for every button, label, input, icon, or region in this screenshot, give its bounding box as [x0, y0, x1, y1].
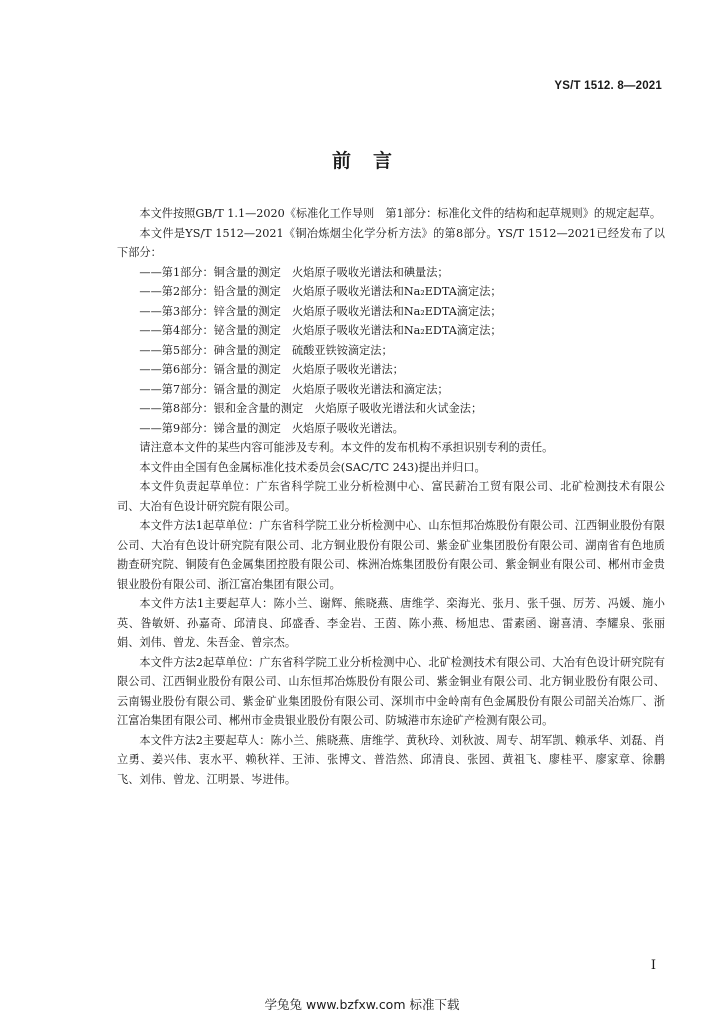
list-item: ——第8部分：银和金含量的测定 火焰原子吸收光谱法和火试金法； [139, 402, 483, 415]
list-item: ——第2部分：铅含量的测定 火焰原子吸收光谱法和Na₂EDTA滴定法； [139, 285, 502, 298]
list-item: ——第4部分：铋含量的测定 火焰原子吸收光谱法和Na₂EDTA滴定法； [139, 324, 502, 337]
list-item: ——第3部分：锌含量的测定 火焰原子吸收光谱法和Na₂EDTA滴定法； [139, 304, 502, 318]
method2-units: 本文件方法2起草单位：广东省科学院工业分析检测中心、北矿检测技术有限公司、大冶有色设计研究院有限公司、江西铜业股份有限公司、山东恒邦冶炼股份有限公司、紫金铜业有限公司、北方铜业股份有限公司、云南锡业股份有限公司、紫金矿业集团股份有限公司、深圳市中金岭南有色金属股份有限公司韶关冶炼厂、浙江富冶集团有限公司、郴州市金贵银业股份有限公司、防城港市东途矿产检测有限公司。 [117, 655, 665, 727]
patent-notice: 请注意本文件的某些内容可能涉及专利。本文件的发布机构不承担识别专利的责任。 [139, 441, 554, 454]
page-number: I [650, 958, 656, 973]
footer-watermark: 学兔兔 www.bzfxw.com 标准下载 [264, 997, 460, 1012]
list-item: ——第6部分：镉含量的测定 火焰原子吸收光谱法； [139, 363, 404, 376]
standard-code: YS/T 1512. 8—2021 [554, 80, 662, 92]
page-title: 前言 [331, 150, 414, 172]
paragraph: 本文件是YS/T 1512—2021《铜冶炼烟尘化学分析方法》的第8部分。YS/T 1512—2021已经发布了以下部分： [117, 226, 665, 259]
committee-statement: 本文件由全国有色金属标准化技术委员会(SAC/TC 243)提出并归口。 [139, 460, 486, 474]
list-item: ——第9部分：锑含量的测定 火焰原子吸收光谱法。 [139, 421, 404, 435]
parts-list [117, 263, 665, 439]
paragraph: 本文件按照GB/T 1.1—2020《标准化工作导则 第1部分：标准化文件的结构和起草规则》的规定起草。 [139, 207, 662, 220]
method1-drafters: 本文件方法1主要起草人：陈小兰、谢辉、熊晓燕、唐维学、栾海光、张月、张千强、厉芳、冯媛、施小英、昝敏妍、孙嘉奇、邱清良、邱盛香、李金岩、王茵、陈小燕、杨旭忠、雷素函、谢喜清、李耀泉、张丽娟、刘伟、曾龙、朱吾金、曾宗杰。 [117, 597, 665, 649]
drafting-units: 本文件负责起草单位：广东省科学院工业分析检测中心、富民薪冶工贸有限公司、北矿检测技术有限公司、大冶有色设计研究院有限公司。 [117, 480, 665, 513]
list-item: ——第1部分：铜含量的测定 火焰原子吸收光谱法和碘量法； [139, 265, 449, 279]
list-item: ——第7部分：镉含量的测定 火焰原子吸收光谱法和滴定法； [139, 382, 449, 396]
list-item: ——第5部分：砷含量的测定 硫酸亚铁铵滴定法； [139, 343, 393, 357]
method2-drafters: 本文件方法2主要起草人：陈小兰、熊晓燕、唐维学、黄秋玲、刘秋波、周专、胡军凯、赖承华、刘磊、肖立勇、姜兴伟、衷水平、赖秋祥、王沛、张博文、普浩然、邱清良、张园、黄祖飞、廖桂平、廖家章、徐鹏飞、刘伟、曾龙、江明景、岑进伟。 [117, 733, 665, 786]
document-body [117, 204, 665, 789]
method1-units: 本文件方法1起草单位：广东省科学院工业分析检测中心、山东恒邦冶炼股份有限公司、江西铜业股份有限公司、大冶有色设计研究院有限公司、北方铜业股份有限公司、紫金矿业集团股份有限公司、湖南省有色地质勘查研究院、铜陵有色金属集团控股有限公司、株洲冶炼集团股份有限公司、紫金铜业有限公司、郴州市金贵银业股份有限公司、浙江富冶集团有限公司。 [117, 519, 665, 591]
